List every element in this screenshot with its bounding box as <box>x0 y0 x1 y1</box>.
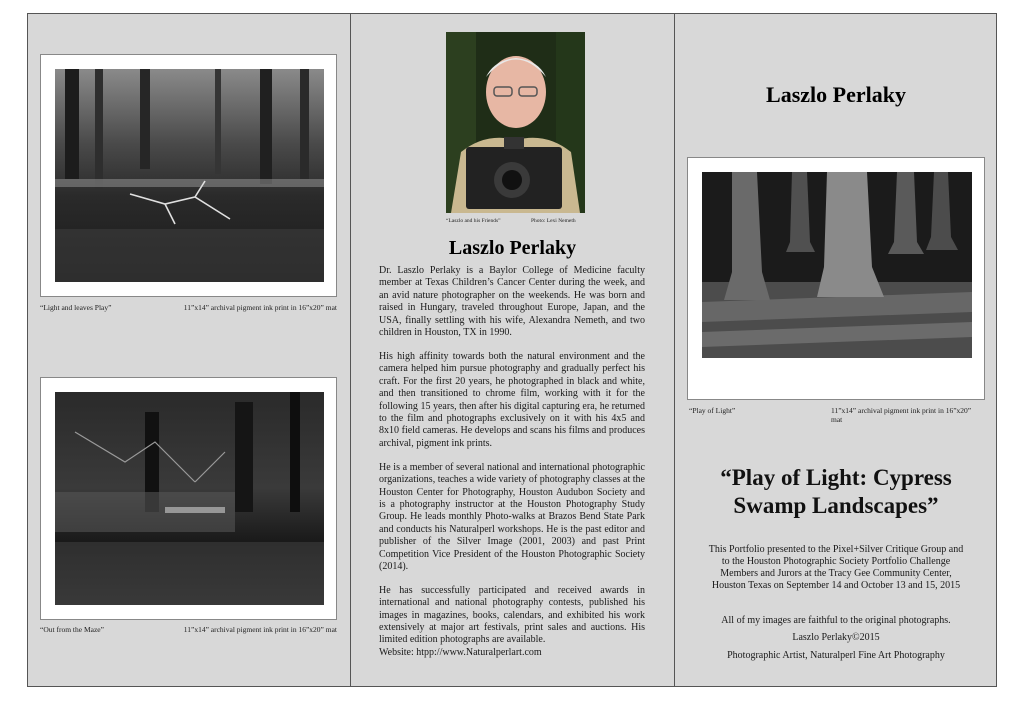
portrait-caption: “Laszlo and his Friends” <box>446 218 501 224</box>
photo-out-from-the-maze <box>55 392 324 605</box>
bio-paragraph: He is a member of several national and international photographic organizations, teaches a wide variety of photography classes at the Houston Center for Photography, Houston Audubon Society and is a photography instructor at the Houston Photography Study Group. He leads monthly Photo-walks at Brazos Bend State Park and conducts his Naturalperl workshops. He is the past editor and publisher of the Silver Image (2001, 2003) and past Print Competition Vice President of the Houston Photographic Society (2014). <box>379 461 645 572</box>
copyright: Laszlo Perlaky©2015 <box>792 632 880 643</box>
portfolio-title-line2: Swamp Landscapes” <box>733 493 939 518</box>
bio-paragraph: He has successfully participated and received awards in international and national photography contests, published his images in magazines, books, calendars, and exhibited his work extensively at major art festivals, print sales and auctions. His limited edition photographs are available. <box>379 584 645 646</box>
photo-play-of-light <box>702 172 972 358</box>
caption-details: 11”x14” archival pigment ink print in 16”x20” mat <box>183 303 337 312</box>
website-link[interactable]: Website: htpp://www.Naturalperlart.com <box>379 646 542 658</box>
portfolio-title-line1: “Play of Light: Cypress <box>720 465 952 490</box>
right-heading: Laszlo Perlaky <box>766 82 906 107</box>
portrait-credit: Photo: Lexi Nemeth <box>531 218 576 224</box>
photo-frame-out-from-the-maze <box>40 377 337 620</box>
bio-heading: Laszlo Perlaky <box>448 237 577 259</box>
photo-frame-play-of-light <box>687 157 985 400</box>
photo-light-and-leaves <box>55 69 324 282</box>
caption-details-line2: mat <box>831 415 843 424</box>
portrait-photo <box>446 32 585 213</box>
bio-text <box>379 265 645 659</box>
caption-title: “Play of Light” <box>689 406 736 415</box>
presentation-line: This Portfolio presented to the Pixel+Silver Critique Group and <box>708 544 964 555</box>
caption-title: “Out from the Maze” <box>40 625 104 634</box>
photo-frame-light-and-leaves <box>40 54 337 297</box>
right-panel <box>675 14 997 686</box>
caption-details: 11”x14” archival pigment ink print in 16”x20” mat <box>183 625 337 634</box>
middle-panel <box>351 14 674 686</box>
presentation-line: Houston Texas on September 14 and October 13 and 15, 2015 <box>711 580 961 591</box>
presentation-line: to the Houston Photographic Society Portfolio Challenge <box>721 556 951 567</box>
presentation-note <box>675 544 997 592</box>
portfolio-title <box>675 464 997 520</box>
presentation-line: Members and Jurors at the Tracy Gee Community Center, <box>720 568 952 579</box>
bio-paragraph: Dr. Laszlo Perlaky is a Baylor College of Medicine faculty member at Texas Children’s Cancer Center during the week, and an avid nature photographer on the weekends. He was born and raised in Hungary, traveled throughout Europe, Japan, and the USA, finally settling with his wife, Alexandra Nemeth, and two children in Houston, TX in 1990. <box>379 265 645 339</box>
caption-title: “Light and leaves Play” <box>40 303 112 312</box>
caption-details-line1: 11”x14” archival pigment ink print in 16”x20” <box>831 406 972 415</box>
brochure-sheet <box>27 13 997 687</box>
bio-paragraph: His high affinity towards both the natural environment and the camera helped him pursue photography and gradually perfect his craft. For the first 20 years, he photographed in black and white, and then transitioned to chrome film, working with it for the following 15 years, then after his digital capturing era, he returned to the film and photographs exclusively on it with his 4x5 and 8x10 field cameras. He develops and scans his films and produces archival, pigment ink prints. <box>379 350 645 449</box>
faithful-note: All of my images are faithful to the original photographs. <box>721 615 951 626</box>
signature-line: Photographic Artist, Naturalperl Fine Art Photography <box>727 650 945 661</box>
left-panel <box>28 14 350 686</box>
caption-details <box>831 406 971 424</box>
